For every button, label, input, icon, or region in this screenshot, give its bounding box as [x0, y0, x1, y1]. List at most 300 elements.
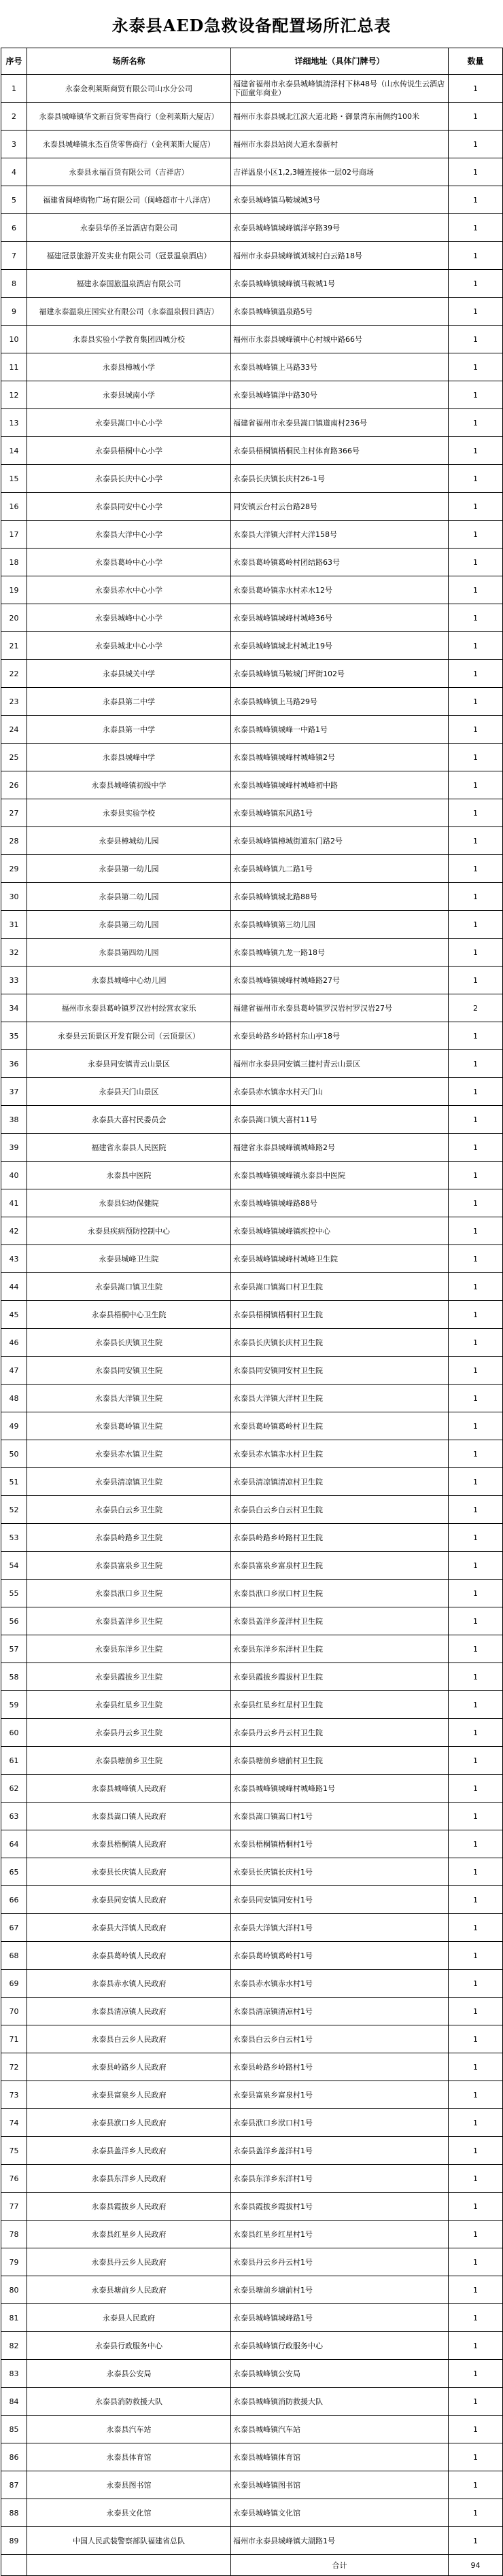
cell-address: 永泰县长庆镇长庆村卫生院 [231, 1329, 449, 1357]
table-row [1, 130, 503, 158]
cell-address: 永泰县城峰镇城峰村城峰路1号 [231, 1775, 449, 1803]
table-row [1, 2025, 503, 2053]
cell-quantity: 1 [449, 1914, 503, 1942]
cell-address: 永泰县城峰镇城峰村城峰初中路 [231, 771, 449, 799]
cell-place-name: 永泰县文化馆 [27, 2499, 231, 2527]
cell-index: 9 [1, 298, 27, 326]
cell-address: 永泰县洑口乡洑口村1号 [231, 2109, 449, 2137]
cell-address: 永泰县东洋乡东洋村1号 [231, 2165, 449, 2193]
total-label: 合计 [231, 2555, 449, 2576]
table-row [1, 716, 503, 744]
cell-quantity: 1 [449, 214, 503, 242]
cell-address: 永泰县大洋镇大洋村1号 [231, 1914, 449, 1942]
cell-place-name: 永泰县城峰中心幼儿园 [27, 967, 231, 994]
cell-place-name: 永泰县长庆镇人民政府 [27, 1858, 231, 1886]
table-row [1, 409, 503, 437]
table-row [1, 1468, 503, 1496]
cell-index: 76 [1, 2165, 27, 2193]
cell-index: 22 [1, 660, 27, 688]
table-row [1, 1329, 503, 1357]
cell-place-name: 永泰县葛岭镇卫生院 [27, 1412, 231, 1440]
cell-address: 福州市永泰县城峰镇中心村城中路66号 [231, 326, 449, 353]
cell-index: 23 [1, 688, 27, 716]
cell-address: 永泰县丹云乡丹云村卫生院 [231, 1719, 449, 1747]
cell-quantity: 1 [449, 1078, 503, 1106]
cell-index: 7 [1, 242, 27, 270]
cell-index: 70 [1, 1998, 27, 2025]
table-row [1, 688, 503, 716]
cell-address: 永泰县城峰镇文化馆 [231, 2499, 449, 2527]
cell-quantity: 1 [449, 1273, 503, 1301]
table-row [1, 911, 503, 939]
table-row [1, 2360, 503, 2388]
table-row [1, 549, 503, 576]
cell-address: 永泰县城峰镇东风路1号 [231, 799, 449, 827]
cell-index: 60 [1, 1719, 27, 1747]
cell-address: 永泰县长庆镇长庆村26-1号 [231, 465, 449, 493]
cell-index: 40 [1, 1162, 27, 1189]
cell-quantity: 1 [449, 2332, 503, 2360]
total-empty [1, 2555, 27, 2576]
cell-index: 21 [1, 632, 27, 660]
table-row [1, 75, 503, 103]
cell-index: 53 [1, 1524, 27, 1552]
table-row [1, 1635, 503, 1663]
table-row [1, 604, 503, 632]
cell-place-name: 永泰县嵩口镇人民政府 [27, 1803, 231, 1830]
cell-index: 72 [1, 2053, 27, 2081]
cell-address: 永泰县城峰镇城峰镇永泰县中医院 [231, 1162, 449, 1189]
cell-index: 4 [1, 158, 27, 186]
cell-quantity: 1 [449, 632, 503, 660]
cell-address: 永泰县城峰镇第三幼儿园 [231, 911, 449, 939]
cell-place-name: 永泰县白云乡卫生院 [27, 1496, 231, 1524]
table-row [1, 158, 503, 186]
cell-address: 永泰县城峰镇城峰镇洋亭路39号 [231, 214, 449, 242]
header-address: 详细地址（具体门牌号） [231, 48, 449, 75]
cell-address: 永泰县东洋乡东洋村卫生院 [231, 1635, 449, 1663]
total-empty [27, 2555, 231, 2576]
cell-address: 永泰县大洋镇大洋村大洋158号 [231, 521, 449, 549]
cell-place-name: 永泰县人民政府 [27, 2304, 231, 2332]
cell-address: 永泰县城峰镇马鞍城城3号 [231, 186, 449, 214]
cell-index: 49 [1, 1412, 27, 1440]
cell-address: 永泰县岭路乡岭路村卫生院 [231, 1524, 449, 1552]
table-row [1, 1412, 503, 1440]
cell-index: 6 [1, 214, 27, 242]
cell-address: 永泰县城峰镇城峰村城峰卫生院 [231, 1245, 449, 1273]
cell-address: 永泰县城峰镇汽车站 [231, 2416, 449, 2443]
cell-address: 永泰县葛岭镇葛岭村卫生院 [231, 1412, 449, 1440]
cell-quantity: 1 [449, 465, 503, 493]
cell-address: 永泰县城峰镇行政服务中心 [231, 2332, 449, 2360]
table-row [1, 2137, 503, 2165]
cell-address: 福建省永泰县城峰镇城峰路2号 [231, 1134, 449, 1162]
cell-quantity: 1 [449, 381, 503, 409]
cell-place-name: 永泰县同安镇卫生院 [27, 1357, 231, 1385]
cell-address: 永泰县洑口乡洑口村卫生院 [231, 1580, 449, 1607]
cell-place-name: 永泰县富泉乡人民政府 [27, 2081, 231, 2109]
table-row [1, 632, 503, 660]
cell-quantity: 1 [449, 1440, 503, 1468]
cell-place-name: 永泰县城峰镇初级中学 [27, 771, 231, 799]
cell-quantity: 1 [449, 521, 503, 549]
cell-index: 5 [1, 186, 27, 214]
cell-index: 44 [1, 1273, 27, 1301]
table-row [1, 2304, 503, 2332]
cell-place-name: 永泰县东洋乡人民政府 [27, 2165, 231, 2193]
cell-place-name: 福州市永泰县葛岭镇罗汉岩村经营农家乐 [27, 994, 231, 1022]
cell-place-name: 永泰县第一中学 [27, 716, 231, 744]
cell-place-name: 永泰县东洋乡卫生院 [27, 1635, 231, 1663]
cell-address: 永泰县葛岭镇葛岭村1号 [231, 1942, 449, 1970]
cell-index: 58 [1, 1663, 27, 1691]
cell-address: 永泰县嵩口镇大喜村11号 [231, 1106, 449, 1134]
table-row [1, 994, 503, 1022]
cell-place-name: 永泰县同安中心小学 [27, 493, 231, 521]
cell-quantity: 1 [449, 744, 503, 771]
cell-quantity: 1 [449, 1524, 503, 1552]
cell-address: 永泰县赤水镇赤水村天门山 [231, 1078, 449, 1106]
table-row [1, 521, 503, 549]
cell-index: 86 [1, 2443, 27, 2471]
cell-index: 24 [1, 716, 27, 744]
cell-index: 11 [1, 353, 27, 381]
table-row [1, 2193, 503, 2221]
cell-place-name: 永泰县梧桐中心卫生院 [27, 1301, 231, 1329]
cell-quantity: 2 [449, 994, 503, 1022]
table-row [1, 1440, 503, 1468]
cell-place-name: 永泰县霞拔乡卫生院 [27, 1663, 231, 1691]
cell-index: 81 [1, 2304, 27, 2332]
cell-place-name: 永泰县赤水中心小学 [27, 576, 231, 604]
cell-index: 64 [1, 1830, 27, 1858]
cell-quantity: 1 [449, 270, 503, 298]
cell-index: 45 [1, 1301, 27, 1329]
cell-index: 31 [1, 911, 27, 939]
table-row [1, 1886, 503, 1914]
cell-place-name: 永泰县嵩口镇卫生院 [27, 1273, 231, 1301]
table-row [1, 2109, 503, 2137]
cell-address: 同安镇云台村云台路28号 [231, 493, 449, 521]
cell-index: 35 [1, 1022, 27, 1050]
header-index: 序号 [1, 48, 27, 75]
table-row [1, 1775, 503, 1803]
table-row [1, 1830, 503, 1858]
cell-quantity: 1 [449, 242, 503, 270]
cell-index: 41 [1, 1189, 27, 1217]
cell-place-name: 永泰县樟城幼儿园 [27, 827, 231, 855]
cell-place-name: 永泰县洑口乡卫生院 [27, 1580, 231, 1607]
cell-address: 永泰县城峰镇城峰村城峰36号 [231, 604, 449, 632]
cell-quantity: 1 [449, 1412, 503, 1440]
cell-quantity: 1 [449, 1719, 503, 1747]
cell-quantity: 1 [449, 1775, 503, 1803]
cell-index: 67 [1, 1914, 27, 1942]
cell-index: 78 [1, 2221, 27, 2248]
cell-quantity: 1 [449, 1803, 503, 1830]
cell-address: 永泰县盖洋乡盖洋村卫生院 [231, 1607, 449, 1635]
cell-address: 永泰县城峰镇上马路29号 [231, 688, 449, 716]
table-row [1, 660, 503, 688]
cell-place-name: 永泰县云顶景区开发有限公司（云顶景区） [27, 1022, 231, 1050]
table-row [1, 576, 503, 604]
cell-address: 永泰县霞拔乡霞拔村1号 [231, 2193, 449, 2221]
cell-quantity: 1 [449, 1970, 503, 1998]
cell-quantity: 1 [449, 855, 503, 883]
table-row [1, 381, 503, 409]
cell-address: 福州市永泰县城峰镇大湖路1号 [231, 2527, 449, 2555]
cell-place-name: 永泰县城南小学 [27, 381, 231, 409]
cell-address: 永泰县城峰镇洋中路30号 [231, 381, 449, 409]
cell-quantity: 1 [449, 2193, 503, 2221]
cell-place-name: 永泰县梧桐中心小学 [27, 437, 231, 465]
cell-quantity: 1 [449, 939, 503, 967]
cell-index: 77 [1, 2193, 27, 2221]
table-row [1, 1078, 503, 1106]
cell-index: 80 [1, 2276, 27, 2304]
cell-quantity: 1 [449, 1189, 503, 1217]
cell-quantity: 1 [449, 1580, 503, 1607]
cell-index: 30 [1, 883, 27, 911]
cell-place-name: 永泰县实验小学教育集团四城分校 [27, 326, 231, 353]
cell-index: 56 [1, 1607, 27, 1635]
cell-index: 88 [1, 2499, 27, 2527]
cell-index: 38 [1, 1106, 27, 1134]
cell-place-name: 永泰县城峰镇人民政府 [27, 1775, 231, 1803]
table-row [1, 1273, 503, 1301]
cell-quantity: 1 [449, 604, 503, 632]
cell-place-name: 永泰县行政服务中心 [27, 2332, 231, 2360]
cell-address: 吉祥温泉小区1,2,3幢连接体一层02号商场 [231, 158, 449, 186]
cell-place-name: 永泰县樟城小学 [27, 353, 231, 381]
table-row [1, 1217, 503, 1245]
cell-place-name: 永泰县中医院 [27, 1162, 231, 1189]
cell-place-name: 福建省永泰县人民医院 [27, 1134, 231, 1162]
cell-place-name: 永泰县岭路乡卫生院 [27, 1524, 231, 1552]
cell-place-name: 永泰县第二中学 [27, 688, 231, 716]
table-row [1, 1691, 503, 1719]
table-header-row [1, 48, 503, 75]
cell-quantity: 1 [449, 576, 503, 604]
cell-place-name: 永泰县梧桐镇人民政府 [27, 1830, 231, 1858]
cell-place-name: 永泰县清凉镇人民政府 [27, 1998, 231, 2025]
cell-place-name: 永泰县图书馆 [27, 2471, 231, 2499]
cell-place-name: 福建永泰国旅温泉酒店有限公司 [27, 270, 231, 298]
cell-address: 永泰县城峰镇九二路1号 [231, 855, 449, 883]
cell-index: 15 [1, 465, 27, 493]
cell-address: 福州市永泰县城北江滨大道北路・御景湾东南侧约100米 [231, 103, 449, 130]
cell-index: 83 [1, 2360, 27, 2388]
cell-address: 永泰县清凉镇清凉村卫生院 [231, 1468, 449, 1496]
table-row [1, 1357, 503, 1385]
cell-index: 34 [1, 994, 27, 1022]
cell-quantity: 1 [449, 1245, 503, 1273]
cell-address: 永泰县长庆镇长庆村1号 [231, 1858, 449, 1886]
cell-place-name: 永泰县第二幼儿园 [27, 883, 231, 911]
cell-index: 59 [1, 1691, 27, 1719]
cell-address: 永泰县城峰镇上马路33号 [231, 353, 449, 381]
table-row [1, 1747, 503, 1775]
cell-address: 永泰县城峰镇城峰一中路1号 [231, 716, 449, 744]
table-row [1, 1719, 503, 1747]
cell-quantity: 1 [449, 130, 503, 158]
cell-quantity: 1 [449, 103, 503, 130]
cell-place-name: 永泰县霞拔乡人民政府 [27, 2193, 231, 2221]
cell-address: 福州市永泰县城峰镇刘城村白云路18号 [231, 242, 449, 270]
cell-quantity: 1 [449, 1134, 503, 1162]
cell-address: 永泰县大洋镇大洋村卫生院 [231, 1385, 449, 1412]
cell-quantity: 1 [449, 883, 503, 911]
cell-address: 永泰县梧桐镇梧桐村卫生院 [231, 1301, 449, 1329]
cell-index: 73 [1, 2081, 27, 2109]
table-row [1, 353, 503, 381]
cell-index: 54 [1, 1552, 27, 1580]
cell-quantity: 1 [449, 2025, 503, 2053]
cell-place-name: 福建永泰温泉庄园实业有限公司（永泰温泉假日酒店） [27, 298, 231, 326]
cell-quantity: 1 [449, 2081, 503, 2109]
header-quantity: 数量 [449, 48, 503, 75]
cell-index: 42 [1, 1217, 27, 1245]
table-row [1, 1385, 503, 1412]
cell-address: 永泰县红星乡红星村卫生院 [231, 1691, 449, 1719]
table-row [1, 827, 503, 855]
table-row [1, 298, 503, 326]
table-row [1, 493, 503, 521]
cell-address: 永泰县城峰镇城峰村城峰路27号 [231, 967, 449, 994]
cell-index: 36 [1, 1050, 27, 1078]
cell-index: 61 [1, 1747, 27, 1775]
table-row [1, 437, 503, 465]
table-row [1, 1552, 503, 1580]
cell-address: 永泰县嵩口镇嵩口村1号 [231, 1803, 449, 1830]
cell-address: 永泰县梧桐镇梧桐民主村体育路366号 [231, 437, 449, 465]
cell-quantity: 1 [449, 2304, 503, 2332]
cell-index: 66 [1, 1886, 27, 1914]
cell-index: 29 [1, 855, 27, 883]
cell-index: 47 [1, 1357, 27, 1385]
cell-address: 永泰县城峰镇城北村城北19号 [231, 632, 449, 660]
table-row [1, 1607, 503, 1635]
cell-index: 19 [1, 576, 27, 604]
cell-quantity: 1 [449, 716, 503, 744]
cell-place-name: 永泰县大洋中心小学 [27, 521, 231, 549]
cell-index: 57 [1, 1635, 27, 1663]
cell-address: 永泰县白云乡白云村1号 [231, 2025, 449, 2053]
cell-place-name: 永泰县塘前乡人民政府 [27, 2276, 231, 2304]
cell-index: 2 [1, 103, 27, 130]
cell-place-name: 永泰县疾病预防控制中心 [27, 1217, 231, 1245]
table-row [1, 1970, 503, 1998]
cell-quantity: 1 [449, 827, 503, 855]
cell-address: 永泰县丹云乡丹云村1号 [231, 2248, 449, 2276]
cell-place-name: 永泰县城峰卫生院 [27, 1245, 231, 1273]
cell-index: 74 [1, 2109, 27, 2137]
cell-index: 18 [1, 549, 27, 576]
cell-quantity: 1 [449, 1747, 503, 1775]
cell-quantity: 1 [449, 771, 503, 799]
cell-address: 永泰县塘前乡塘前村1号 [231, 2276, 449, 2304]
table-row [1, 2527, 503, 2555]
header-place-name: 场所名称 [27, 48, 231, 75]
cell-place-name: 福建省闽峰购物广场有限公司（闽峰超市十八洋店） [27, 186, 231, 214]
table-row [1, 1803, 503, 1830]
cell-place-name: 永泰县岭路乡人民政府 [27, 2053, 231, 2081]
cell-index: 82 [1, 2332, 27, 2360]
cell-address: 福建省福州市永泰县葛岭镇罗汉岩村罗汉岩27号 [231, 994, 449, 1022]
table-row [1, 465, 503, 493]
table-row [1, 1858, 503, 1886]
cell-quantity: 1 [449, 688, 503, 716]
cell-quantity: 1 [449, 1552, 503, 1580]
cell-place-name: 永泰县大洋镇人民政府 [27, 1914, 231, 1942]
table-row [1, 2416, 503, 2443]
cell-quantity: 1 [449, 2527, 503, 2555]
table-row [1, 1245, 503, 1273]
cell-place-name: 福建冠景旅游开发实业有限公司（冠景温泉酒店） [27, 242, 231, 270]
table-row [1, 883, 503, 911]
cell-index: 50 [1, 1440, 27, 1468]
cell-index: 68 [1, 1942, 27, 1970]
cell-quantity: 1 [449, 1022, 503, 1050]
cell-place-name: 永泰县城峰镇华文新百货零售商行（金利莱斯大厦店） [27, 103, 231, 130]
cell-place-name: 永泰县城北中心小学 [27, 632, 231, 660]
cell-address: 福州市永泰县同安镇三捷村青云山景区 [231, 1050, 449, 1078]
cell-place-name: 永泰县第一幼儿园 [27, 855, 231, 883]
cell-place-name: 永泰县嵩口中心小学 [27, 409, 231, 437]
cell-index: 55 [1, 1580, 27, 1607]
table-row [1, 2053, 503, 2081]
cell-address: 永泰县城峰镇九龙一路18号 [231, 939, 449, 967]
cell-address: 永泰县城峰镇城峰镇马鞍城1号 [231, 270, 449, 298]
table-row [1, 771, 503, 799]
cell-place-name: 永泰县盖洋乡人民政府 [27, 2137, 231, 2165]
table-row [1, 2081, 503, 2109]
cell-index: 87 [1, 2471, 27, 2499]
cell-place-name: 永泰县实验学校 [27, 799, 231, 827]
cell-quantity: 1 [449, 158, 503, 186]
cell-index: 1 [1, 75, 27, 103]
cell-quantity: 1 [449, 2499, 503, 2527]
cell-address: 永泰县城峰镇温泉路5号 [231, 298, 449, 326]
page-title: 永泰县AED急救设备配置场所汇总表 [111, 15, 392, 35]
cell-address: 永泰县富泉乡富泉村1号 [231, 2081, 449, 2109]
cell-quantity: 1 [449, 2443, 503, 2471]
cell-place-name: 永泰县公安局 [27, 2360, 231, 2388]
cell-place-name: 永泰县葛岭镇人民政府 [27, 1942, 231, 1970]
total-row [1, 2555, 503, 2576]
cell-index: 3 [1, 130, 27, 158]
cell-place-name: 永泰县丹云乡人民政府 [27, 2248, 231, 2276]
cell-place-name: 永泰县盖洋乡卫生院 [27, 1607, 231, 1635]
cell-index: 79 [1, 2248, 27, 2276]
cell-address: 福建省福州市永泰县城峰镇清泽村下林48号（山水传说生云酒店下面童年商业） [231, 75, 449, 103]
cell-place-name: 中国人民武装警察部队福建省总队 [27, 2527, 231, 2555]
cell-index: 39 [1, 1134, 27, 1162]
cell-quantity: 1 [449, 1329, 503, 1357]
cell-index: 26 [1, 771, 27, 799]
table-row [1, 214, 503, 242]
cell-place-name: 永泰县同安镇人民政府 [27, 1886, 231, 1914]
cell-quantity: 1 [449, 2416, 503, 2443]
cell-index: 27 [1, 799, 27, 827]
table-row [1, 1914, 503, 1942]
cell-place-name: 永泰县汽车站 [27, 2416, 231, 2443]
cell-index: 8 [1, 270, 27, 298]
table-row [1, 2471, 503, 2499]
cell-place-name: 永泰县消防救援大队 [27, 2388, 231, 2416]
cell-quantity: 1 [449, 1496, 503, 1524]
